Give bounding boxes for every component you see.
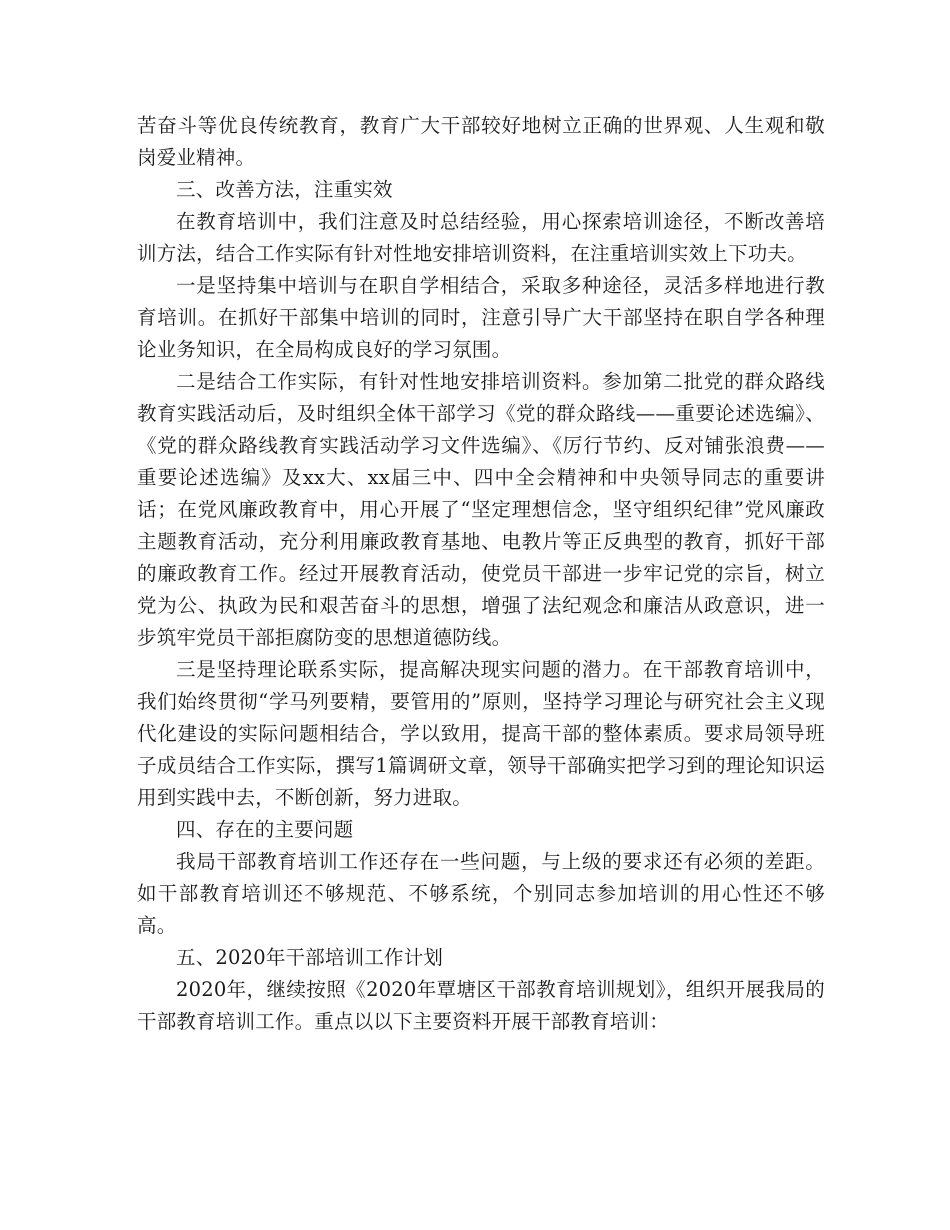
section-heading-2020-plan: 五、2020年干部培训工作计划 — [176, 946, 444, 969]
paragraph-point-two: 二是结合工作实际，有针对性地安排培训资料。参加第二批党的群众路线教育实践活动后，及时组织全体干部学习《党的群众路线——重要论述选编》、《党的群众路线教育实践活动学习文件选编》、《厉行节约、反对铺张浪费——重要论述选编》及xx大、xx届三中、四中全会精神和中央领导同志的重要讲话；在党风廉政教育中，用心开展了“坚定理想信念，坚守组织纪律”党风廉政主题教育活动，充分利用廉政教育基地、电教片等正反典型的教育，抓好干部的廉政教育工作。经过开展教育活动，使党员干部进一步牢记党的宗旨，树立党为公、执政为民和艰苦奋斗的思想，增强了法纪观念和廉洁从政意识，进一步筑牢党员干部拒腐防变的思想道德防线。 — [137, 370, 825, 649]
section-heading-improve-methods: 三、改善方法，注重实效 — [176, 178, 393, 201]
paragraph-continued: 苦奋斗等优良传统教育，教育广大干部较好地树立正确的世界观、人生观和敬岗爱业精神。 — [137, 114, 825, 169]
paragraph-training-approach: 在教育培训中，我们注意及时总结经验，用心探索培训途径，不断改善培训方法，结合工作实际有针对性地安排培训资料，在注重培训实效上下功夫。 — [137, 210, 825, 265]
paragraph-point-one: 一是坚持集中培训与在职自学相结合，采取多种途径，灵活多样地进行教育培训。在抓好干部集中培训的同时，注意引导广大干部坚持在职自学各种理论业务知识，在全局构成良好的学习氛围。 — [137, 274, 825, 361]
paragraph-2020-plan: 2020年，继续按照《2020年覃塘区干部教育培训规划》，组织开展我局的干部教育培训工作。重点以以下主要资料开展干部教育培训： — [137, 978, 825, 1033]
document-body — [137, 110, 825, 1038]
paragraph-problems: 我局干部教育培训工作还存在一些问题，与上级的要求还有必须的差距。如干部教育培训还不够规范、不够系统，个别同志参加培训的用心性还不够高。 — [137, 850, 825, 937]
section-heading-main-problems: 四、存在的主要问题 — [176, 818, 354, 841]
paragraph-point-three: 三是坚持理论联系实际，提高解决现实问题的潜力。在干部教育培训中，我们始终贯彻“学马列要精，要管用的”原则，坚持学习理论与研究社会主义现代化建设的实际问题相结合，学以致用，提高干部的整体素质。要求局领导班子成员结合工作实际，撰写1篇调研文章，领导干部确实把学习到的理论知识运用到实践中去，不断创新，努力进取。 — [137, 658, 825, 809]
